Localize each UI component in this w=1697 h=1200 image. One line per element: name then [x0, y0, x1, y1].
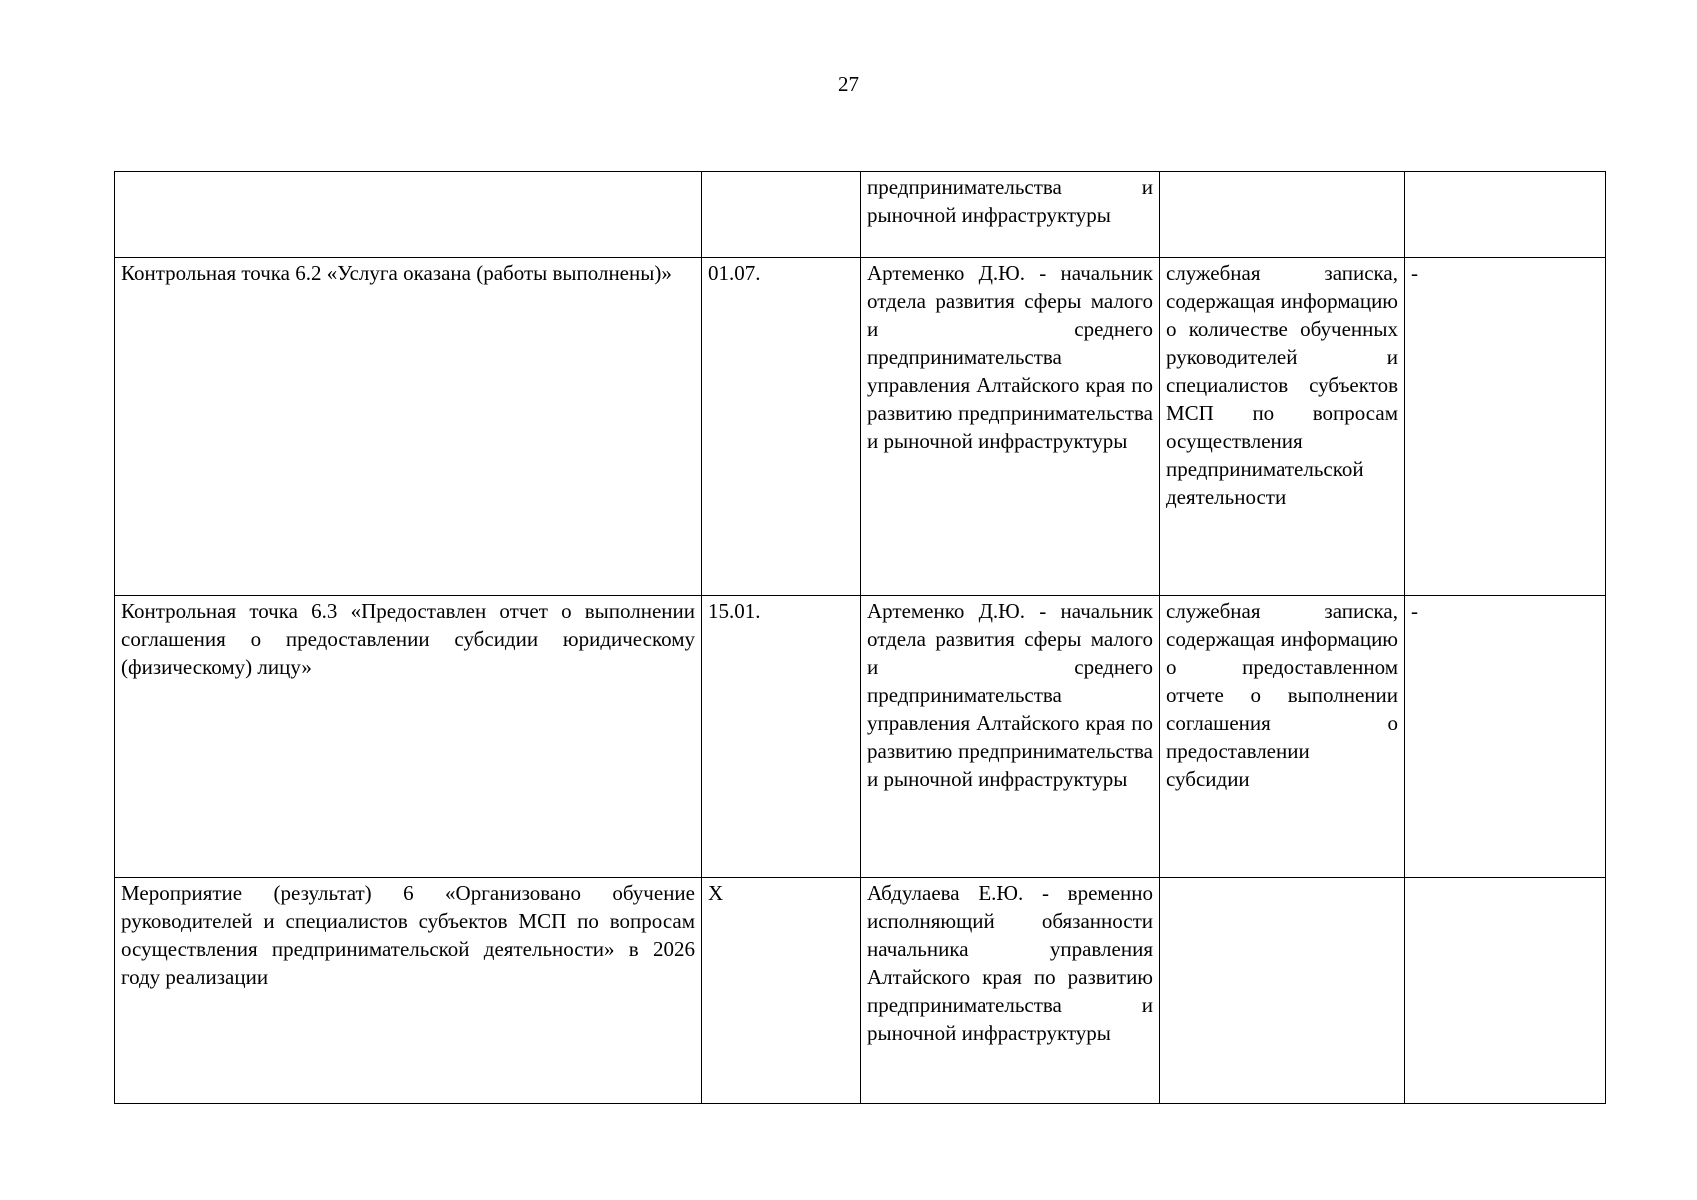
event-date: Х [708, 881, 724, 905]
table-row [115, 878, 1606, 1104]
date-cell [702, 878, 861, 1104]
confirming-document: служебная записка, содержащая информацию о предоставленном отчете о выполнении соглашения о предоставлении субсидии [1166, 599, 1398, 791]
event-date: 15.01. [708, 599, 761, 623]
table-row [115, 596, 1606, 878]
document-cell [1160, 596, 1405, 878]
date-cell [702, 596, 861, 878]
event-name-cell [115, 172, 702, 258]
responsible-cell [861, 258, 1160, 596]
page-number: 27 [838, 72, 859, 96]
document-cell [1160, 258, 1405, 596]
note-cell [1405, 172, 1606, 258]
responsible-person: предпринимательства и рыночной инфраструктуры [867, 175, 1153, 227]
event-name-cell [115, 596, 702, 878]
event-name: Мероприятие (результат) 6 «Организовано обучение руководителей и специалистов субъектов МСП по вопросам осуществления предпринимательской деятельности» в 2026 году реализации [121, 881, 695, 989]
responsible-person: Артеменко Д.Ю. - начальник отдела развития сферы малого и среднего предпринимательства управления Алтайского края по развитию предпринимательства и рыночной инфраструктуры [867, 261, 1153, 453]
event-name: Контрольная точка 6.3 «Предоставлен отчет о выполнении соглашения о предоставлении субсидии юридическому (физическому) лицу» [121, 599, 695, 679]
note-cell [1405, 258, 1606, 596]
document-cell [1160, 172, 1405, 258]
confirming-document: служебная записка, содержащая информацию о количестве обученных руководителей и специалистов субъектов МСП по вопросам осуществления предпринимательской деятельности [1166, 261, 1398, 509]
responsible-cell [861, 172, 1160, 258]
note-cell [1405, 596, 1606, 878]
document-cell [1160, 878, 1405, 1104]
date-cell [702, 172, 861, 258]
date-cell [702, 258, 861, 596]
event-name-cell [115, 878, 702, 1104]
event-name-cell [115, 258, 702, 596]
responsible-cell [861, 878, 1160, 1104]
event-name: Контрольная точка 6.2 «Услуга оказана (работы выполнены)» [121, 261, 672, 285]
table-row [115, 258, 1606, 596]
responsible-person: Артеменко Д.Ю. - начальник отдела развития сферы малого и среднего предпринимательства управления Алтайского края по развитию предпринимательства и рыночной инфраструктуры [867, 599, 1153, 791]
note: - [1411, 261, 1418, 285]
responsible-cell [861, 596, 1160, 878]
table-row [115, 172, 1606, 258]
note: - [1411, 599, 1418, 623]
responsible-person: Абдулаева Е.Ю. - временно исполняющий обязанности начальника управления Алтайского края по развитию предпринимательства и рыночной инфраструктуры [867, 881, 1153, 1045]
plan-table [114, 171, 1606, 1104]
note-cell [1405, 878, 1606, 1104]
event-date: 01.07. [708, 261, 761, 285]
